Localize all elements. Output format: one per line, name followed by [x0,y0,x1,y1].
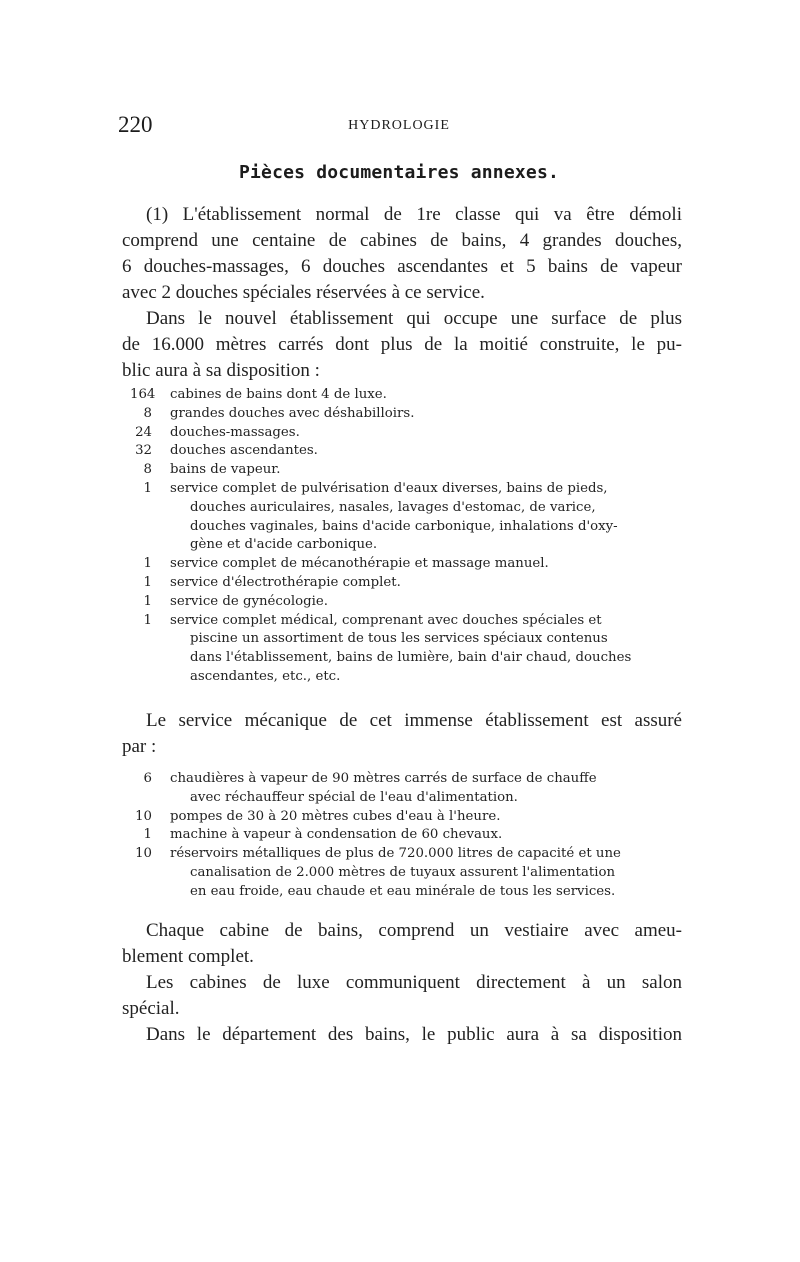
item-continuation: dans l'établissement, bains de lumière, bain d'air chaud, douches [190,650,632,666]
list-item [130,593,682,612]
item-continuation: en eau froide, eau chaude et eau minérale de tous les services. [190,883,616,899]
list-item [130,461,682,480]
list-item [130,405,682,424]
text-line: Le service mécanique de cet immense établissement est assuré [146,710,682,731]
item-text: service complet de mécanothérapie et massage manuel. [170,556,549,572]
text-line: avec 2 douches spéciales réservées à ce service. [122,282,485,303]
item-text: cabines de bains dont 4 de luxe. [170,387,387,402]
item-text: bains de vapeur. [170,462,281,478]
list-item [130,845,682,901]
item-continuation: gène et d'acide carbonique. [190,537,378,553]
page-header [118,112,680,142]
text-line: blic aura à sa disposition : [122,360,320,381]
list-item [130,612,682,687]
item-text: chaudières à vapeur de 90 mètres carrés de surface de chauffe [170,771,597,786]
list-item [130,574,682,593]
page-number: 220 [118,112,153,137]
item-quantity: 10 [135,846,152,862]
item-quantity: 8 [143,405,152,421]
text-line: de 16.000 mètres carrés dont plus de la moitié construite, le pu- [122,334,682,355]
text-line: Dans le nouvel établissement qui occupe une surface de plus [146,308,682,329]
list-item [130,770,682,808]
item-quantity: 6 [143,771,152,786]
item-continuation: piscine un assortiment de tous les services spéciaux contenus [190,631,608,647]
list-item [130,826,682,845]
paragraph-4 [122,918,682,970]
list-item [130,480,682,555]
item-continuation: ascendantes, etc., etc. [190,668,341,684]
item-continuation: avec réchauffeur spécial de l'eau d'alimentation. [190,789,518,805]
text-line: 6 douches-massages, 6 douches ascendantes et 5 bains de vapeur [122,256,682,277]
item-quantity: 1 [143,593,152,609]
paragraph-5 [122,970,682,1022]
item-text: douches-massages. [170,424,300,440]
text-line: blement complet. [122,946,254,967]
text-line: spécial. [122,998,180,1019]
item-text: pompes de 30 à 20 mètres cubes d'eau à l'heure. [170,808,501,824]
item-continuation: canalisation de 2.000 mètres de tuyaux assurent l'alimentation [190,864,616,880]
item-quantity: 10 [135,808,152,824]
item-text: service de gynécologie. [170,593,328,609]
text-line: Dans le département des bains, le public aura à sa disposition [146,1024,682,1045]
item-quantity: 1 [143,574,152,590]
item-text: grandes douches avec déshabilloirs. [170,405,415,421]
item-continuation: douches vaginales, bains d'acide carbonique, inhalations d'oxy- [190,518,618,534]
item-quantity: 164 [130,387,156,402]
item-text: réservoirs métalliques de plus de 720.000 litres de capacité et une [170,846,621,862]
running-title: HYDROLOGIE [348,118,450,133]
item-quantity: 8 [143,462,152,478]
text-line: par : [122,736,157,757]
text-line: comprend une centaine de cabines de bains, 4 grandes douches, [122,230,682,251]
item-quantity: 1 [143,480,152,496]
item-quantity: 1 [143,612,152,628]
text-line: Chaque cabine de bains, comprend un vestiaire avec ameu- [146,920,682,941]
list-item [130,442,682,461]
paragraph-3 [122,708,682,760]
facilities-list [130,386,682,687]
list-item [130,386,682,405]
item-text: service d'électrothérapie complet. [170,574,401,590]
item-quantity: 32 [135,443,152,459]
item-continuation: douches auriculaires, nasales, lavages d'estomac, de varice, [190,499,596,515]
paragraph-1 [122,202,682,306]
item-quantity: 1 [143,556,152,572]
item-text: service complet médical, comprenant avec douches spéciales et [170,612,602,628]
item-quantity: 24 [135,424,152,440]
text-line: Les cabines de luxe communiquent directement à un salon [146,972,682,993]
machinery-list [130,770,682,902]
paragraph-2 [122,306,682,384]
item-text: douches ascendantes. [170,443,318,459]
paragraph-6 [122,1022,682,1048]
section-title: Pièces documentaires annexes. [238,162,560,183]
list-item [130,808,682,827]
list-item [130,424,682,443]
list-item [130,555,682,574]
item-text: machine à vapeur à condensation de 60 chevaux. [170,827,503,843]
text-line: (1) L'établissement normal de 1re classe qui va être démoli [146,204,682,225]
item-text: service complet de pulvérisation d'eaux diverses, bains de pieds, [170,480,608,496]
item-quantity: 1 [143,827,152,843]
